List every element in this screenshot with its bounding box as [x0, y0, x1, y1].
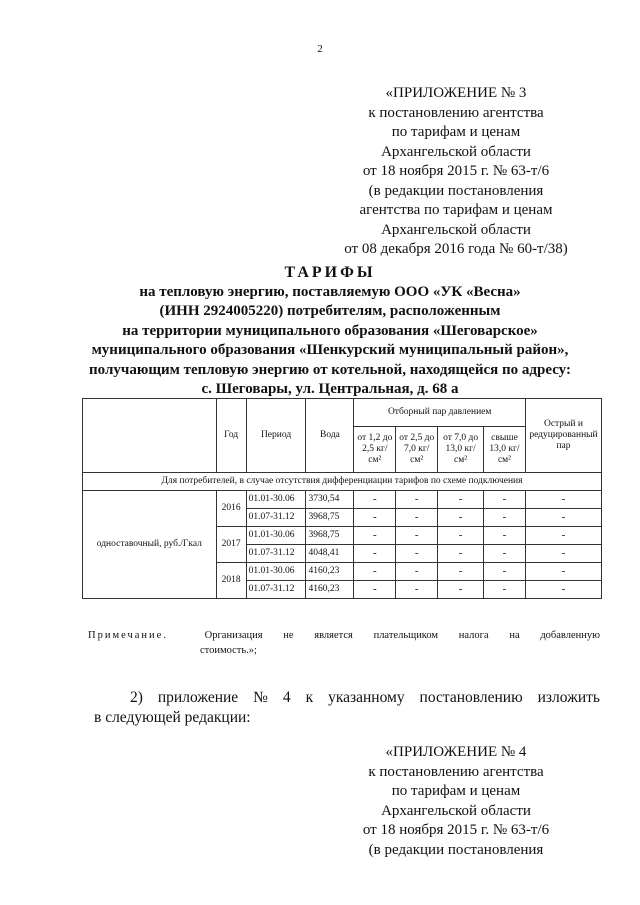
period-cell: 01.07-31.12 — [246, 581, 306, 599]
dash-cell: - — [396, 581, 438, 599]
dash-cell: - — [525, 563, 601, 581]
appendix-4-line: к постановлению агентства — [368, 763, 544, 780]
note-tail: стоимость.»; — [200, 645, 257, 656]
dash-cell: - — [484, 491, 526, 509]
title-line: на территории муниципального образования «Шеговарское» — [122, 322, 538, 339]
water-cell: 3968,75 — [306, 527, 354, 545]
period-cell: 01.01-30.06 — [246, 527, 306, 545]
appendix-4-header — [306, 743, 606, 860]
water-cell: 3730,54 — [306, 491, 354, 509]
appendix-3-line: к постановлению агентства — [368, 104, 544, 121]
water-header: Вода — [306, 399, 354, 473]
appendix-3-line: Архангельской области — [381, 221, 531, 238]
dash-cell: - — [525, 581, 601, 599]
dash-cell: - — [354, 581, 396, 599]
year-cell: 2016 — [216, 491, 246, 527]
appendix-4-line: Архангельской области — [381, 802, 531, 819]
dash-cell: - — [484, 581, 526, 599]
note-word: является — [314, 630, 353, 641]
dash-cell: - — [396, 545, 438, 563]
dash-cell: - — [438, 545, 484, 563]
appendix-3-line: Архангельской области — [381, 143, 531, 160]
period-cell: 01.07-31.12 — [246, 545, 306, 563]
consumer-group-row: Для потребителей, в случае отсутствия дифференциации тарифов по схеме подключения — [83, 473, 602, 491]
dash-cell: - — [525, 491, 601, 509]
title-line: (ИНН 2924005220) потребителям, расположенным — [159, 303, 501, 319]
dash-cell: - — [396, 509, 438, 527]
year-cell: 2018 — [216, 563, 246, 599]
table-note — [88, 628, 600, 658]
year-cell: 2017 — [216, 527, 246, 563]
dash-cell: - — [354, 491, 396, 509]
appendix-3-line: от 18 ноября 2015 г. № 63-т/6 — [362, 163, 550, 179]
period-cell: 01.01-30.06 — [246, 491, 306, 509]
appendix-4-line: от 18 ноября 2015 г. № 63-т/6 — [362, 822, 550, 838]
title-line: муниципального образования «Шенкурский муниципальный район», — [91, 342, 569, 358]
para-word: к — [305, 689, 314, 706]
dash-cell: - — [438, 527, 484, 545]
note-word: добавленную — [540, 630, 600, 641]
amendment-paragraph — [94, 688, 600, 728]
dash-cell: - — [396, 491, 438, 509]
tariff-heading: ТАРИФЫ — [284, 264, 376, 281]
tariff-title-block — [60, 263, 600, 400]
dash-cell: - — [525, 545, 601, 563]
steam-subheader: от 7,0 до 13,0 кг/см² — [438, 427, 484, 473]
steam-subheader: от 2,5 до 7,0 кг/см² — [396, 427, 438, 473]
steam-subheader: свыше 13,0 кг/см² — [484, 427, 526, 473]
water-cell: 4048,41 — [306, 545, 354, 563]
para-word: 4 — [282, 689, 291, 706]
period-cell: 01.01-30.06 — [246, 563, 306, 581]
dash-cell: - — [438, 509, 484, 527]
para-word: постановлению — [419, 689, 523, 706]
period-header: Период — [246, 399, 306, 473]
dash-cell: - — [484, 545, 526, 563]
para-word: 2) — [130, 689, 143, 706]
dash-cell: - — [354, 509, 396, 527]
para-word: изложить — [537, 689, 600, 706]
steam-subheader: от 1,2 до 2,5 кг/см² — [354, 427, 396, 473]
dash-cell: - — [354, 545, 396, 563]
dash-cell: - — [396, 563, 438, 581]
dash-cell: - — [438, 581, 484, 599]
dash-cell: - — [438, 491, 484, 509]
appendix-3-line: по тарифам и ценам — [391, 124, 521, 140]
year-header: Год — [216, 399, 246, 473]
note-word: налога — [458, 630, 489, 641]
appendix-3-line: от 08 декабря 2016 года № 60-т/38) — [344, 241, 568, 257]
appendix-4-line: (в редакции постановления — [368, 841, 544, 858]
appendix-3-line: «ПРИЛОЖЕНИЕ № 3 — [385, 85, 527, 101]
sharp-steam-header: Острый и редуцированный пар — [525, 399, 601, 473]
note-word: не — [283, 630, 294, 641]
dash-cell: - — [438, 563, 484, 581]
empty-header-cell — [83, 399, 217, 473]
title-line: получающим тепловую энергию от котельной, находящейся по адресу: — [89, 361, 571, 378]
dash-cell: - — [525, 509, 601, 527]
para-word: указанному — [328, 689, 405, 706]
appendix-3-header — [306, 84, 606, 260]
title-line: с. Шеговары, ул. Центральная, д. 68 а — [201, 381, 459, 397]
note-word: Организация — [204, 630, 263, 641]
dash-cell: - — [354, 527, 396, 545]
title-line: на тепловую энергию, поставляемую ООО «УК «Весна» — [139, 283, 521, 300]
dash-cell: - — [484, 527, 526, 545]
steam-header: Отборный пар давлением — [354, 399, 526, 427]
para-word: приложение — [157, 689, 239, 706]
dash-cell: - — [396, 527, 438, 545]
para-word: № — [253, 689, 268, 706]
para-line-2: в следующей редакции: — [94, 709, 251, 726]
appendix-4-line: «ПРИЛОЖЕНИЕ № 4 — [385, 744, 527, 760]
appendix-3-line: агентства по тарифам и ценам — [359, 202, 553, 218]
water-cell: 4160,23 — [306, 563, 354, 581]
water-cell: 4160,23 — [306, 581, 354, 599]
rate-label: одноставочный, руб./Гкал — [83, 491, 217, 599]
water-cell: 3968,75 — [306, 509, 354, 527]
note-lead: Примечание. — [88, 630, 168, 641]
dash-cell: - — [525, 527, 601, 545]
appendix-3-line: (в редакции постановления — [368, 182, 544, 199]
note-word: плательщиком — [373, 630, 439, 641]
table-row — [83, 491, 602, 509]
tariff-table — [82, 398, 602, 599]
dash-cell: - — [484, 509, 526, 527]
note-word: на — [509, 630, 520, 641]
appendix-4-line: по тарифам и ценам — [391, 783, 521, 799]
dash-cell: - — [484, 563, 526, 581]
dash-cell: - — [354, 563, 396, 581]
page-number: 2 — [317, 43, 323, 55]
period-cell: 01.07-31.12 — [246, 509, 306, 527]
